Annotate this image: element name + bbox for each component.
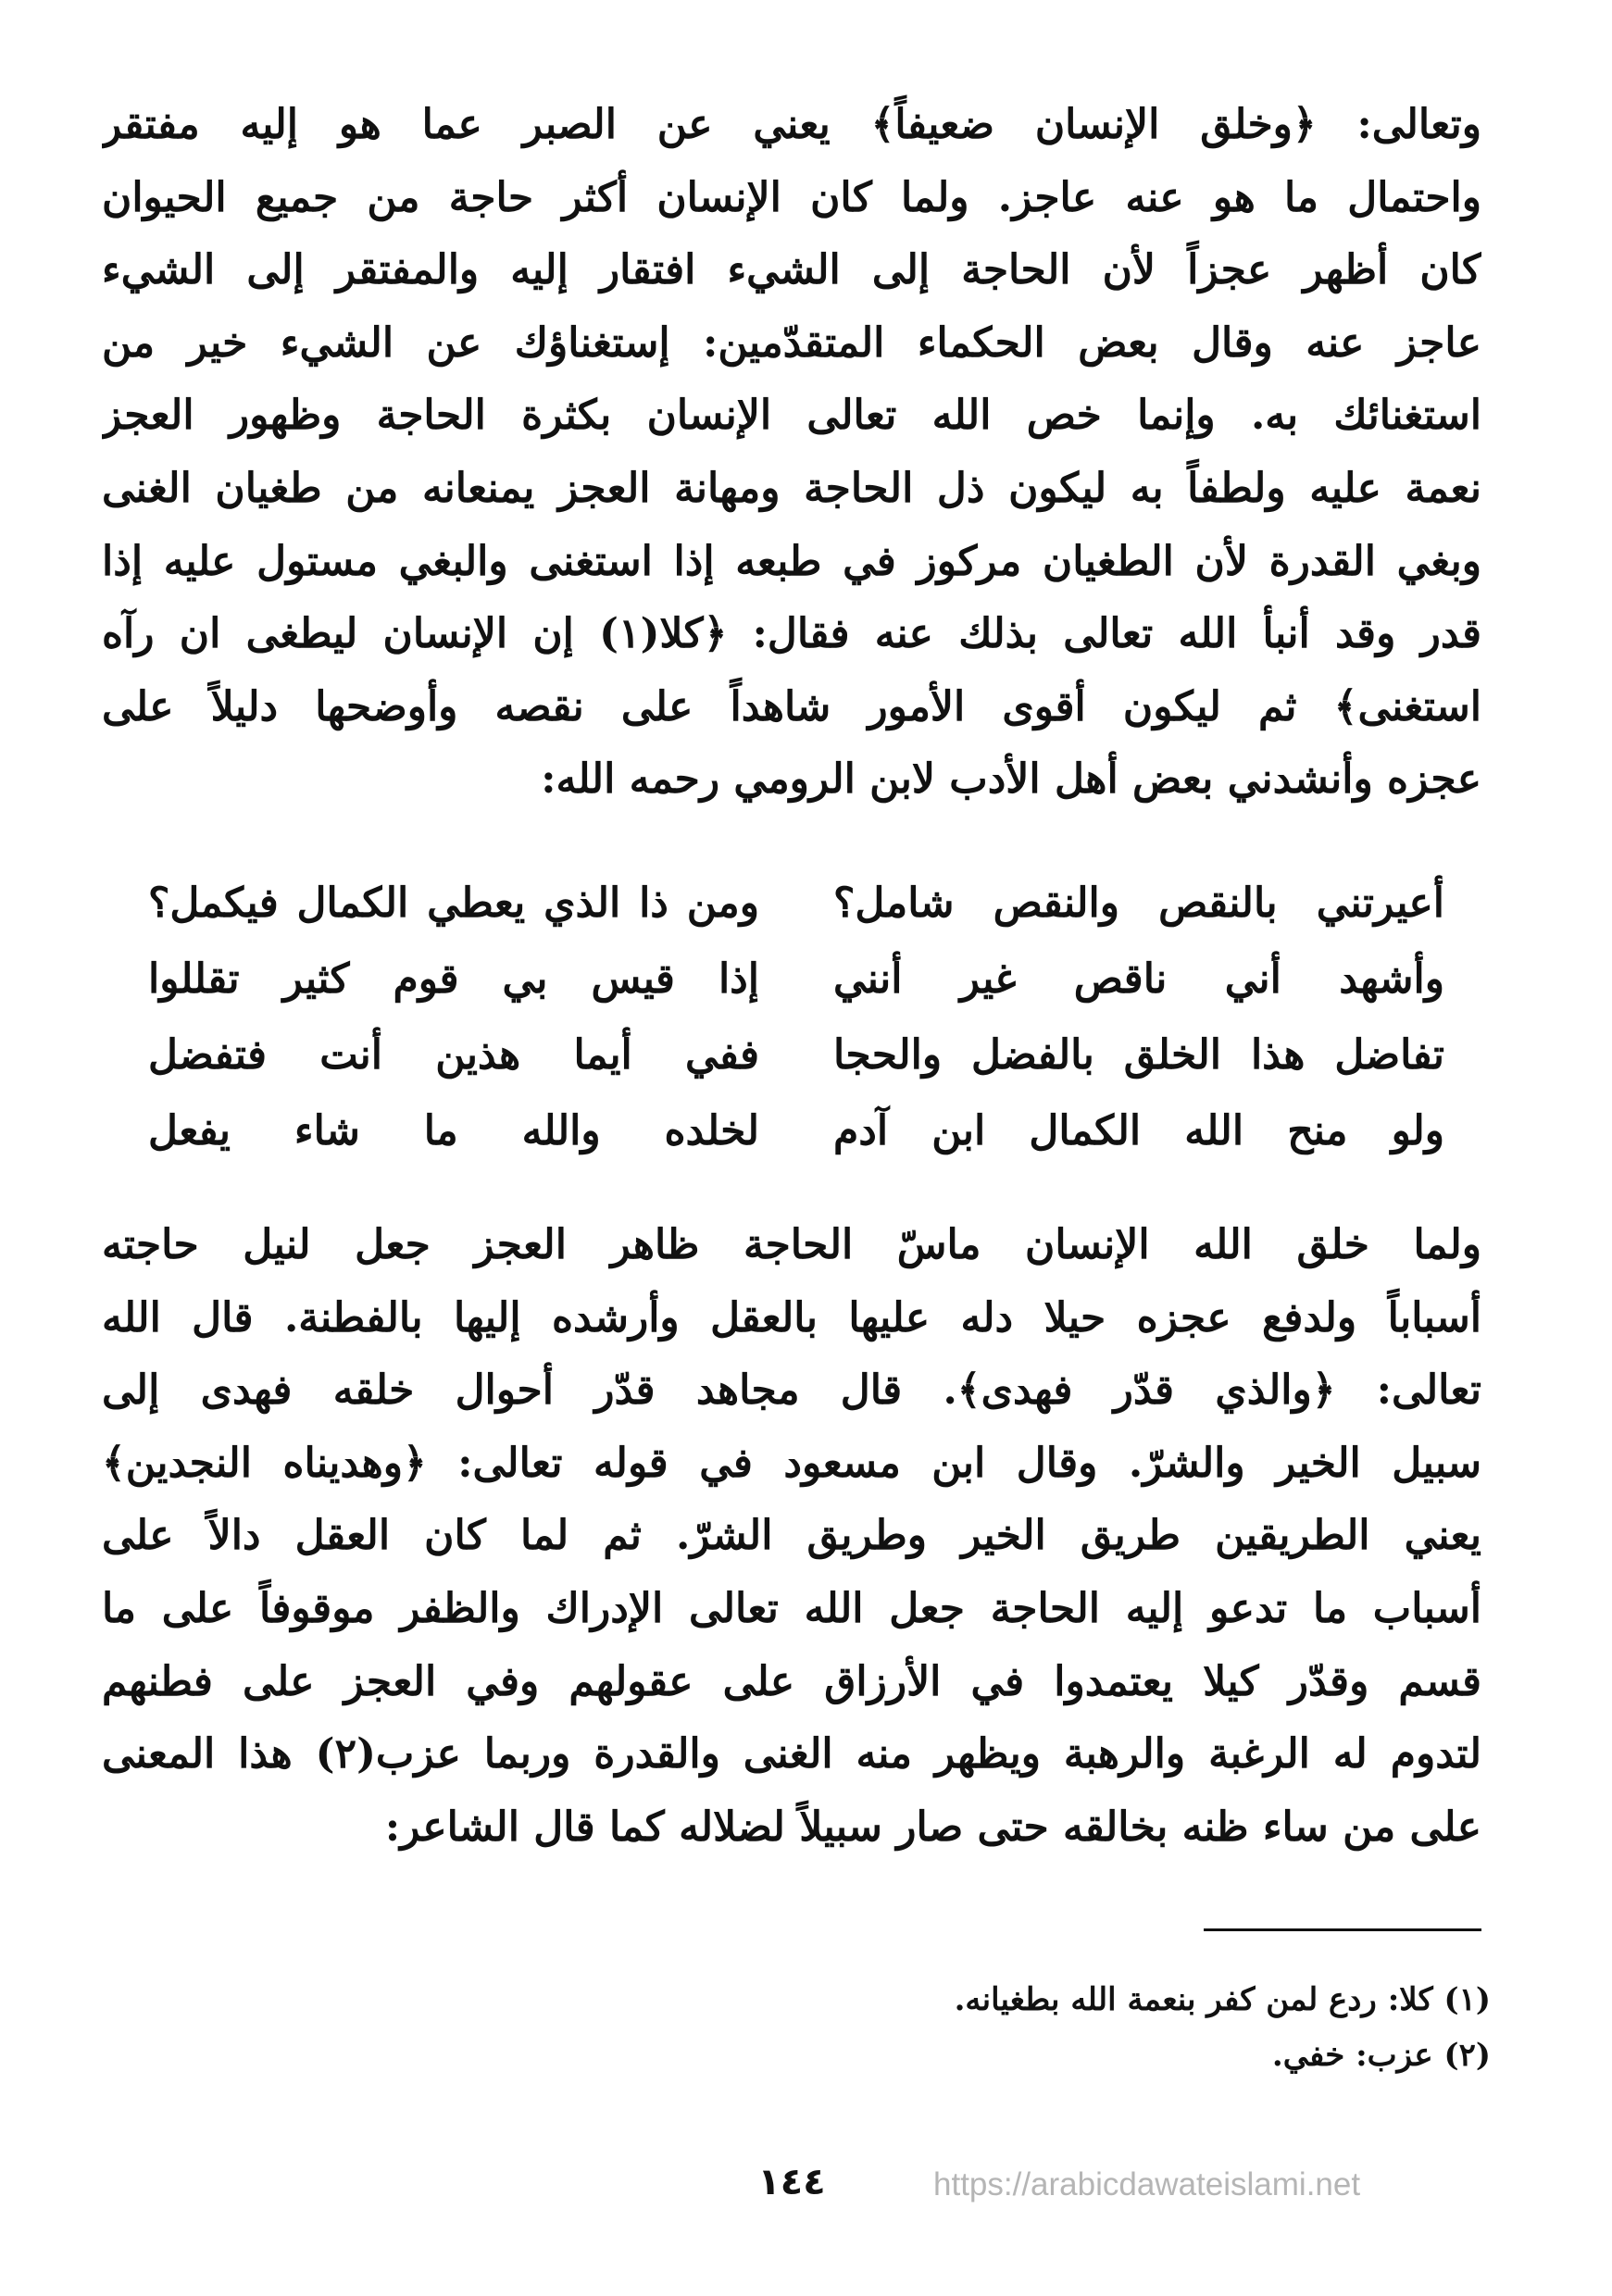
- text-line: لتدوم له الرغبة والرهبة ويظهر منه الغنى والقدرة وربما عزب(٢) هذا المعنى: [102, 1730, 1481, 1778]
- text-line: أسباباً ولدفع عجزه حيلا دله عليها بالعقل وأرشده إليها بالفطنة. قال الله: [102, 1293, 1481, 1341]
- page-number: ١٤٤: [757, 2161, 826, 2203]
- text-line: قسم وقدّر كيلا يعتمدوا في الأرزاق على عقولهم وفي العجز على فطنهم: [102, 1657, 1481, 1705]
- text-line: تعالى: ﴿والذي قدّر فهدى﴾. قال مجاهد قدّر أحوال خلقه فهدى إلى: [102, 1366, 1481, 1415]
- text-line: استغنى﴾ ثم ليكون أقوى الأمور شاهداً على نقصه وأوضحها دليلاً على: [102, 682, 1481, 730]
- footnote-2: (٢) عزب: خفي.: [1271, 2037, 1491, 2074]
- poem-verse: [148, 866, 1444, 942]
- poem-hemistich-second: ففي أيما هذين أنت فتفضل: [148, 1031, 759, 1079]
- poem-hemistich-first: أعيرتني بالنقص والنقص شامل؟: [833, 880, 1444, 927]
- poem: [148, 866, 1444, 1171]
- text-line: قدر وقد أنبأ الله تعالى بذلك عنه فقال: ﴿كلا(١) إن الإنسان ليطغى ان رآه: [102, 610, 1481, 658]
- footnote-1: (١) كلا: ردع لمن كفر بنعمة الله بطغيانه.: [954, 1981, 1491, 2018]
- text-line: سبيل الخير والشرّ. وقال ابن مسعود في قوله تعالى: ﴿وهديناه النجدين﴾: [102, 1439, 1481, 1487]
- text-line: استغنائك به. وإنما خص الله تعالى الإنسان بكثرة الحاجة وظهور العجز: [102, 392, 1481, 440]
- poem-verse: [148, 942, 1444, 1017]
- text-line: واحتمال ما هو عنه عاجز. ولما كان الإنسان أكثر حاجة من جميع الحيوان: [102, 173, 1481, 221]
- footnotes: [278, 1972, 1491, 2083]
- watermark-url: https://arabicdawateislami.net: [933, 2166, 1361, 2202]
- poem-hemistich-second: إذا قيس بي قوم كثير تقللوا: [148, 955, 759, 1003]
- text-line: على من ساء ظنه بخالقه حتى صار سبيلاً لضلاله كما قال الشاعر:: [384, 1803, 1481, 1851]
- text-line: عاجز عنه وقال بعض الحكماء المتقدّمين: إستغناؤك عن الشيء خير من: [102, 318, 1481, 367]
- poem-hemistich-second: لخلده والله ما شاء يفعل: [148, 1107, 759, 1154]
- paragraph-2: [102, 1209, 1481, 1864]
- poem-hemistich-first: تفاضل هذا الخلق بالفضل والحجا: [833, 1031, 1444, 1079]
- text-line: أسباب ما تدعو إليه الحاجة جعل الله تعالى الإدراك والظفر موقوفاً على ما: [102, 1584, 1481, 1632]
- text-line: ولما خلق الله الإنسان ماسّ الحاجة ظاهر العجز جعل لنيل حاجته: [102, 1221, 1481, 1268]
- text-line: وبغي القدرة لأن الطغيان مركوز في طبعه إذا استغنى والبغي مستول عليه إذا: [102, 537, 1481, 585]
- text-line: وتعالى: ﴿وخلق الإنسان ضعيفاً﴾ يعني عن الصبر عما هو إليه مفتقر: [102, 101, 1481, 148]
- poem-hemistich-first: وأشهد أني ناقص غير أنني: [833, 955, 1444, 1003]
- paragraph-1: [102, 89, 1481, 817]
- text-line: كان أظهر عجزاً لأن الحاجة إلى الشيء افتقار إليه والمفتقر إلى الشيء: [102, 246, 1481, 294]
- text-line: نعمة عليه ولطفاً به ليكون ذل الحاجة ومهانة العجز يمنعانه من طغيان الغنى: [102, 464, 1481, 512]
- poem-hemistich-second: ومن ذا الذي يعطي الكمال فيكمل؟: [148, 880, 759, 927]
- poem-hemistich-first: ولو منح الله الكمال ابن آدم: [833, 1107, 1444, 1154]
- poem-verse: [148, 1017, 1444, 1093]
- footnote-divider: [1204, 1928, 1481, 1931]
- poem-verse: [148, 1093, 1444, 1169]
- text-line: يعني الطريقين طريق الخير وطريق الشرّ. ثم لما كان العقل دالاً على: [102, 1512, 1481, 1560]
- text-line: عجزه وأنشدني بعض أهل الأدب لابن الرومي رحمه الله:: [541, 755, 1481, 804]
